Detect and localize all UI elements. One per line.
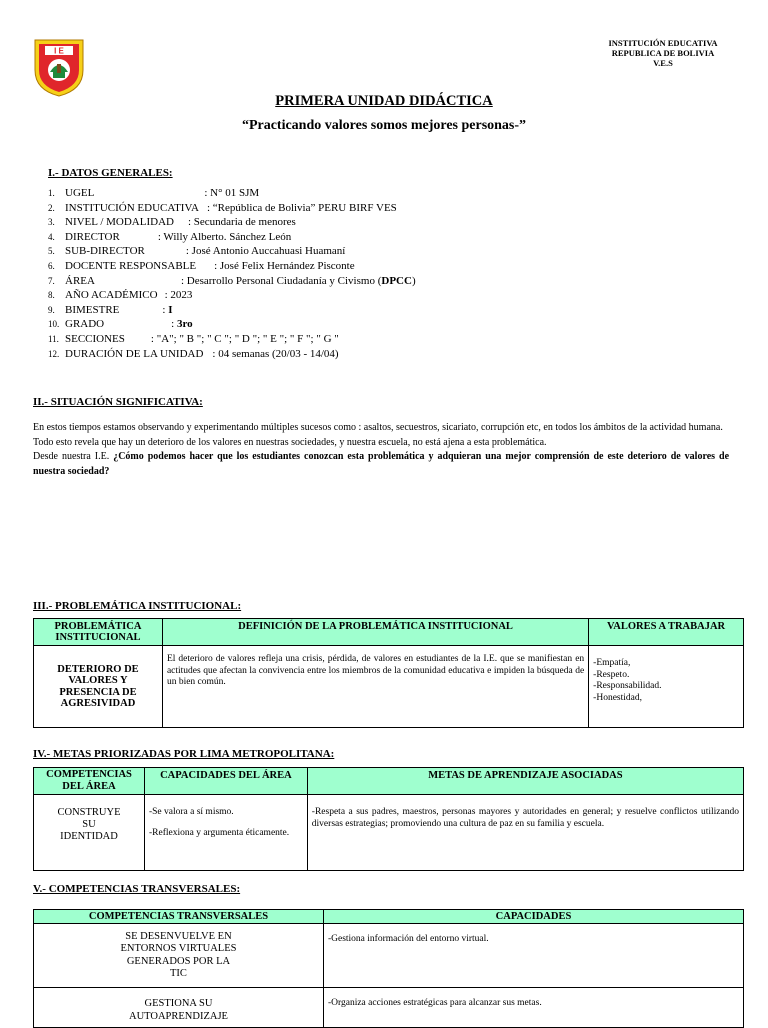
- table-header-row: [34, 619, 744, 646]
- general-data-label: INSTITUCIÓN EDUCATIVA: [65, 201, 199, 214]
- general-data-value: : Secundaria de menores: [187, 216, 296, 229]
- section-heading-datos-generales: I.- DATOS GENERALES:: [48, 167, 173, 179]
- general-data-value: : "A"; " B "; " C "; " D "; " E "; " F "; " G ": [150, 332, 339, 345]
- column-header: VALORES A TRABAJAR: [589, 619, 744, 646]
- general-data-value: : José Felix Hernández Pisconte: [214, 259, 355, 272]
- section-heading-problematica: III.- PROBLEMÁTICA INSTITUCIONAL:: [33, 600, 242, 612]
- general-data-value: : N° 01 SJM: [204, 187, 260, 199]
- transversales-table: [33, 909, 744, 1028]
- general-data-label: SUB-DIRECTOR: [65, 245, 145, 258]
- general-data-label: AÑO ACADÉMICO: [65, 289, 158, 302]
- general-data-label: SECCIONES: [65, 332, 125, 345]
- document-title: PRIMERA UNIDAD DIDÁCTICA: [275, 93, 493, 109]
- general-data-label: GRADO: [65, 318, 105, 331]
- general-data-item: 3. NIVEL / MODALIDAD : Secundaria de menores: [48, 216, 296, 229]
- general-data-item: 12. DURACIÓN DE LA UNIDAD : 04 semanas (20/03 - 14/04): [48, 347, 339, 360]
- column-header: METAS DE APRENDIZAJE ASOCIADAS: [307, 768, 743, 795]
- general-data-item: 9. BIMESTRE : I: [48, 303, 173, 316]
- table-row: [34, 988, 744, 1028]
- general-data-value: :: [162, 303, 169, 316]
- capacity-cell: -Organiza acciones estratégicas para alcanzar sus metas.: [323, 988, 743, 1028]
- definition-cell: El deterioro de valores refleja una crisis, pérdida, de valores en estudiantes de la I.E. que se manifiestan en actitudes que afectan la convivencia entre los miembros de la comunidad educativa e impiden la búsqueda de un bien común.: [162, 646, 588, 728]
- situation-paragraph-3: Desde nuestra I.E. ¿Cómo podemos hacer que los estudiantes conozcan esta problemática y adquieran una mejor comprensión de este deterioro de valores de nuestra sociedad?: [33, 451, 730, 477]
- general-data-label: ÁREA: [65, 274, 95, 287]
- general-data-label: UGEL: [65, 187, 95, 199]
- table-row: [34, 646, 744, 728]
- table-row: [34, 795, 744, 871]
- general-data-value: : José Antonio Auccahuasi Huamaní: [185, 245, 346, 258]
- general-data-item: 4. DIRECTOR : Willy Alberto. Sánchez León: [48, 230, 292, 243]
- institution-label: INSTITUCIÓN EDUCATIVA REPUBLICA DE BOLIVIA V.E.S: [608, 38, 718, 68]
- section-heading-transversales: V.- COMPETENCIAS TRANSVERSALES:: [33, 883, 241, 895]
- general-data-item: 6. DOCENTE RESPONSABLE : José Felix Hernández Pisconte: [48, 259, 355, 272]
- general-data-item: 2. INSTITUCIÓN EDUCATIVA : “República de Bolivia” PERU BIRF VES: [48, 201, 397, 214]
- metas-table: [33, 767, 744, 871]
- general-data-label: DIRECTOR: [65, 230, 120, 243]
- general-data-value: : Willy Alberto. Sánchez León: [157, 230, 292, 243]
- svg-text:I E: I E: [54, 46, 64, 56]
- capacity-cell: -Gestiona información del entorno virtual.: [323, 924, 743, 988]
- general-data-item: 5. SUB-DIRECTOR : José Antonio Auccahuasi Huamaní: [48, 245, 346, 258]
- general-data-label: BIMESTRE: [65, 303, 120, 316]
- document-subtitle: “Practicando valores somos mejores personas-”: [241, 118, 527, 133]
- general-data-label: DURACIÓN DE LA UNIDAD: [65, 347, 204, 360]
- table-header-row: [34, 768, 744, 795]
- general-data-value: :: [171, 318, 177, 331]
- competence-cell: GESTIONA SU AUTOAPRENDIZAJE: [34, 988, 324, 1028]
- problem-cell: DETERIORO DE VALORES Y PRESENCIA DE AGRESIVIDAD: [34, 646, 163, 728]
- general-data-label: DOCENTE RESPONSABLE: [65, 259, 197, 272]
- column-header: COMPETENCIAS DEL ÁREA: [34, 768, 145, 795]
- general-data-item: 7. ÁREA : Desarrollo Personal Ciudadanía y Civismo (DPCC): [48, 274, 416, 287]
- competence-cell: SE DESENVUELVE EN ENTORNOS VIRTUALES GENERADOS POR LA TIC: [34, 924, 324, 988]
- column-header: CAPACIDADES DEL ÁREA: [144, 768, 307, 795]
- general-data-item: 11. SECCIONES : "A"; " B "; " C "; " D "; " E "; " F "; " G ": [48, 332, 339, 345]
- general-data-item: 10. GRADO : 3ro: [48, 318, 193, 331]
- column-header: PROBLEMÁTICA INSTITUCIONAL: [34, 619, 163, 646]
- situation-text: [33, 421, 729, 479]
- general-data-value: : 2023: [164, 289, 193, 302]
- section-heading-situacion: II.- SITUACIÓN SIGNIFICATIVA:: [33, 396, 203, 408]
- values-cell: -Empatía, -Respeto. -Responsabilidad. -Honestidad,: [589, 646, 744, 728]
- general-data-item: 8. AÑO ACADÉMICO : 2023: [48, 289, 193, 302]
- general-data-list: [48, 186, 416, 361]
- column-header: DEFINICIÓN DE LA PROBLEMÁTICA INSTITUCIONAL: [162, 619, 588, 646]
- situation-paragraph-2: Todo esto revela que hay un deterioro de los valores en nuestras sociedades, y nuestra escuela, no está ajena a esta problemática.: [33, 436, 547, 448]
- table-row: [34, 924, 744, 988]
- column-header: CAPACIDADES: [323, 910, 743, 924]
- table-header-row: [34, 910, 744, 924]
- capacity-cell: -Se valora a sí mismo. -Reflexiona y argumenta éticamente.: [144, 795, 307, 871]
- general-data-value: : Desarrollo Personal Ciudadanía y Civismo (: [180, 274, 382, 287]
- situation-paragraph-1: En estos tiempos estamos observando y experimentando múltiples sucesos como : asaltos, secuestros, sicariato, corrupción etc, en todos los ámbitos de la actividad humana.: [33, 422, 723, 433]
- section-heading-metas: IV.- METAS PRIORIZADAS POR LIMA METROPOLITANA:: [33, 748, 335, 760]
- general-data-label: NIVEL / MODALIDAD: [65, 216, 174, 229]
- goal-cell: -Respeta a sus padres, maestros, personas mayores y autoridades en general; y resuelve conflictos utilizando diversas estrategias; promoviendo una cultura de paz en su familia y escuela.: [307, 795, 743, 871]
- general-data-value: : 04 semanas (20/03 - 14/04): [212, 347, 339, 360]
- column-header: COMPETENCIAS TRANSVERSALES: [34, 910, 324, 924]
- competence-cell: CONSTRUYE SU IDENTIDAD: [34, 795, 145, 871]
- general-data-item: 1. UGEL : N° 01 SJM: [48, 187, 260, 199]
- general-data-value: : “República de Bolivia” PERU BIRF VES: [206, 201, 397, 214]
- school-crest-logo: [33, 36, 85, 98]
- problematica-table: [33, 618, 744, 728]
